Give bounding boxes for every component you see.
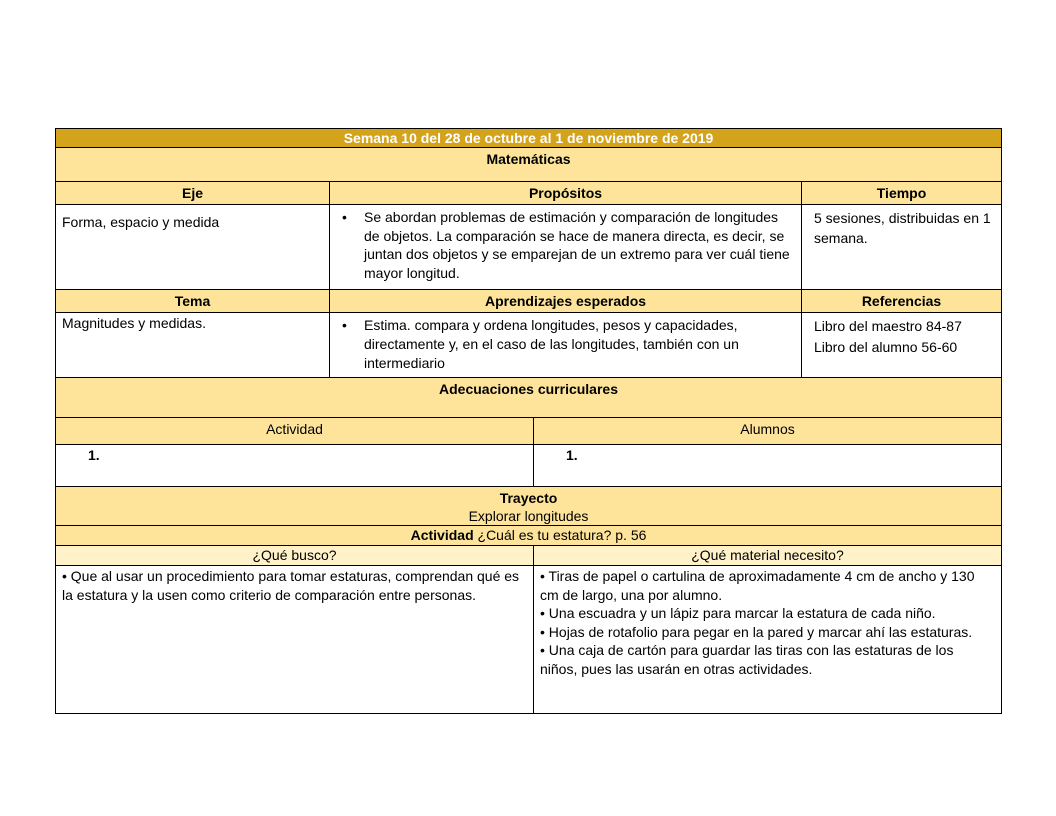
material-item: • Una caja de cartón para guardar las tiras con las estaturas de los niños, pues las usarán en otras actividades.: [540, 642, 954, 677]
adecuaciones-title: Adecuaciones curriculares: [56, 378, 1002, 418]
actividad-cell: [56, 445, 534, 487]
material-item: • Hojas de rotafolio para pegar en la pared y marcar ahí las estaturas.: [540, 623, 973, 640]
week-title: Semana 10 del 28 de octubre al 1 de noviembre de 2019: [56, 129, 1002, 148]
eje-header: Eje: [56, 182, 330, 205]
aprendizajes-cell: [330, 313, 802, 378]
proposito-item: • Se abordan problemas de estimación y comparación de longitudes de objetos. La comparación se hace de manera directa, es decir, se juntan dos objetos y se emparejan de un extremo para ver cuál tiene mayor longitud.: [364, 208, 793, 282]
busco-item: • Que al usar un procedimiento para tomar estaturas, comprendan qué es la estatura y la usen como criterio de comparación entre personas.: [62, 568, 520, 603]
aprendizaje-item: • Estima. compara y ordena longitudes, pesos y capacidades, directamente y, en el caso de las longitudes, también con un intermediario: [364, 316, 793, 373]
material-item: • Una escuadra y un lápiz para marcar la estatura de cada niño.: [540, 605, 936, 621]
propositos-header: Propósitos: [330, 182, 802, 205]
actividad-header: Actividad: [56, 418, 534, 445]
lesson-plan: [55, 128, 1001, 714]
aprendizajes-header: Aprendizajes esperados: [330, 290, 802, 313]
propositos-cell: [330, 205, 802, 290]
actividad-item-number: 1.: [88, 447, 100, 463]
alumnos-header: Alumnos: [534, 418, 1002, 445]
busco-cell: [56, 566, 534, 714]
trayecto-subtitle: Explorar longitudes: [468, 508, 589, 524]
subject-title: Matemáticas: [56, 148, 1002, 182]
alumnos-cell: [534, 445, 1002, 487]
aprendizajes-list: [336, 316, 793, 373]
material-header: ¿Qué material necesito?: [534, 546, 1002, 566]
tema-value: Magnitudes y medidas.: [56, 313, 330, 378]
activity-name: ¿Cuál es tu estatura? p. 56: [477, 527, 647, 543]
tiempo-header: Tiempo: [802, 182, 1002, 205]
trayecto-block: [56, 487, 1002, 526]
eje-value: Forma, espacio y medida: [56, 205, 330, 290]
material-item: • Tiras de papel o cartulina de aproximadamente 4 cm de ancho y 130 cm de largo, una por alumno.: [540, 568, 975, 603]
referencias-header: Referencias: [802, 290, 1002, 313]
tiempo-value: 5 sesiones, distribuidas en 1 semana.: [802, 205, 1002, 290]
alumnos-item-number: 1.: [566, 447, 578, 463]
activity-row: [56, 526, 1002, 546]
activity-label: Actividad: [410, 527, 474, 543]
referencias-cell: [802, 313, 1002, 378]
busco-header: ¿Qué busco?: [56, 546, 534, 566]
plan-table-bottom: [55, 377, 1002, 714]
referencia-item: Libro del alumno 56-60: [814, 339, 958, 355]
propositos-list: [336, 208, 793, 282]
material-cell: [534, 566, 1002, 714]
plan-table-top: [55, 128, 1002, 378]
referencia-item: Libro del maestro 84-87: [814, 318, 962, 334]
trayecto-title: Trayecto: [499, 490, 558, 506]
tema-header: Tema: [56, 290, 330, 313]
